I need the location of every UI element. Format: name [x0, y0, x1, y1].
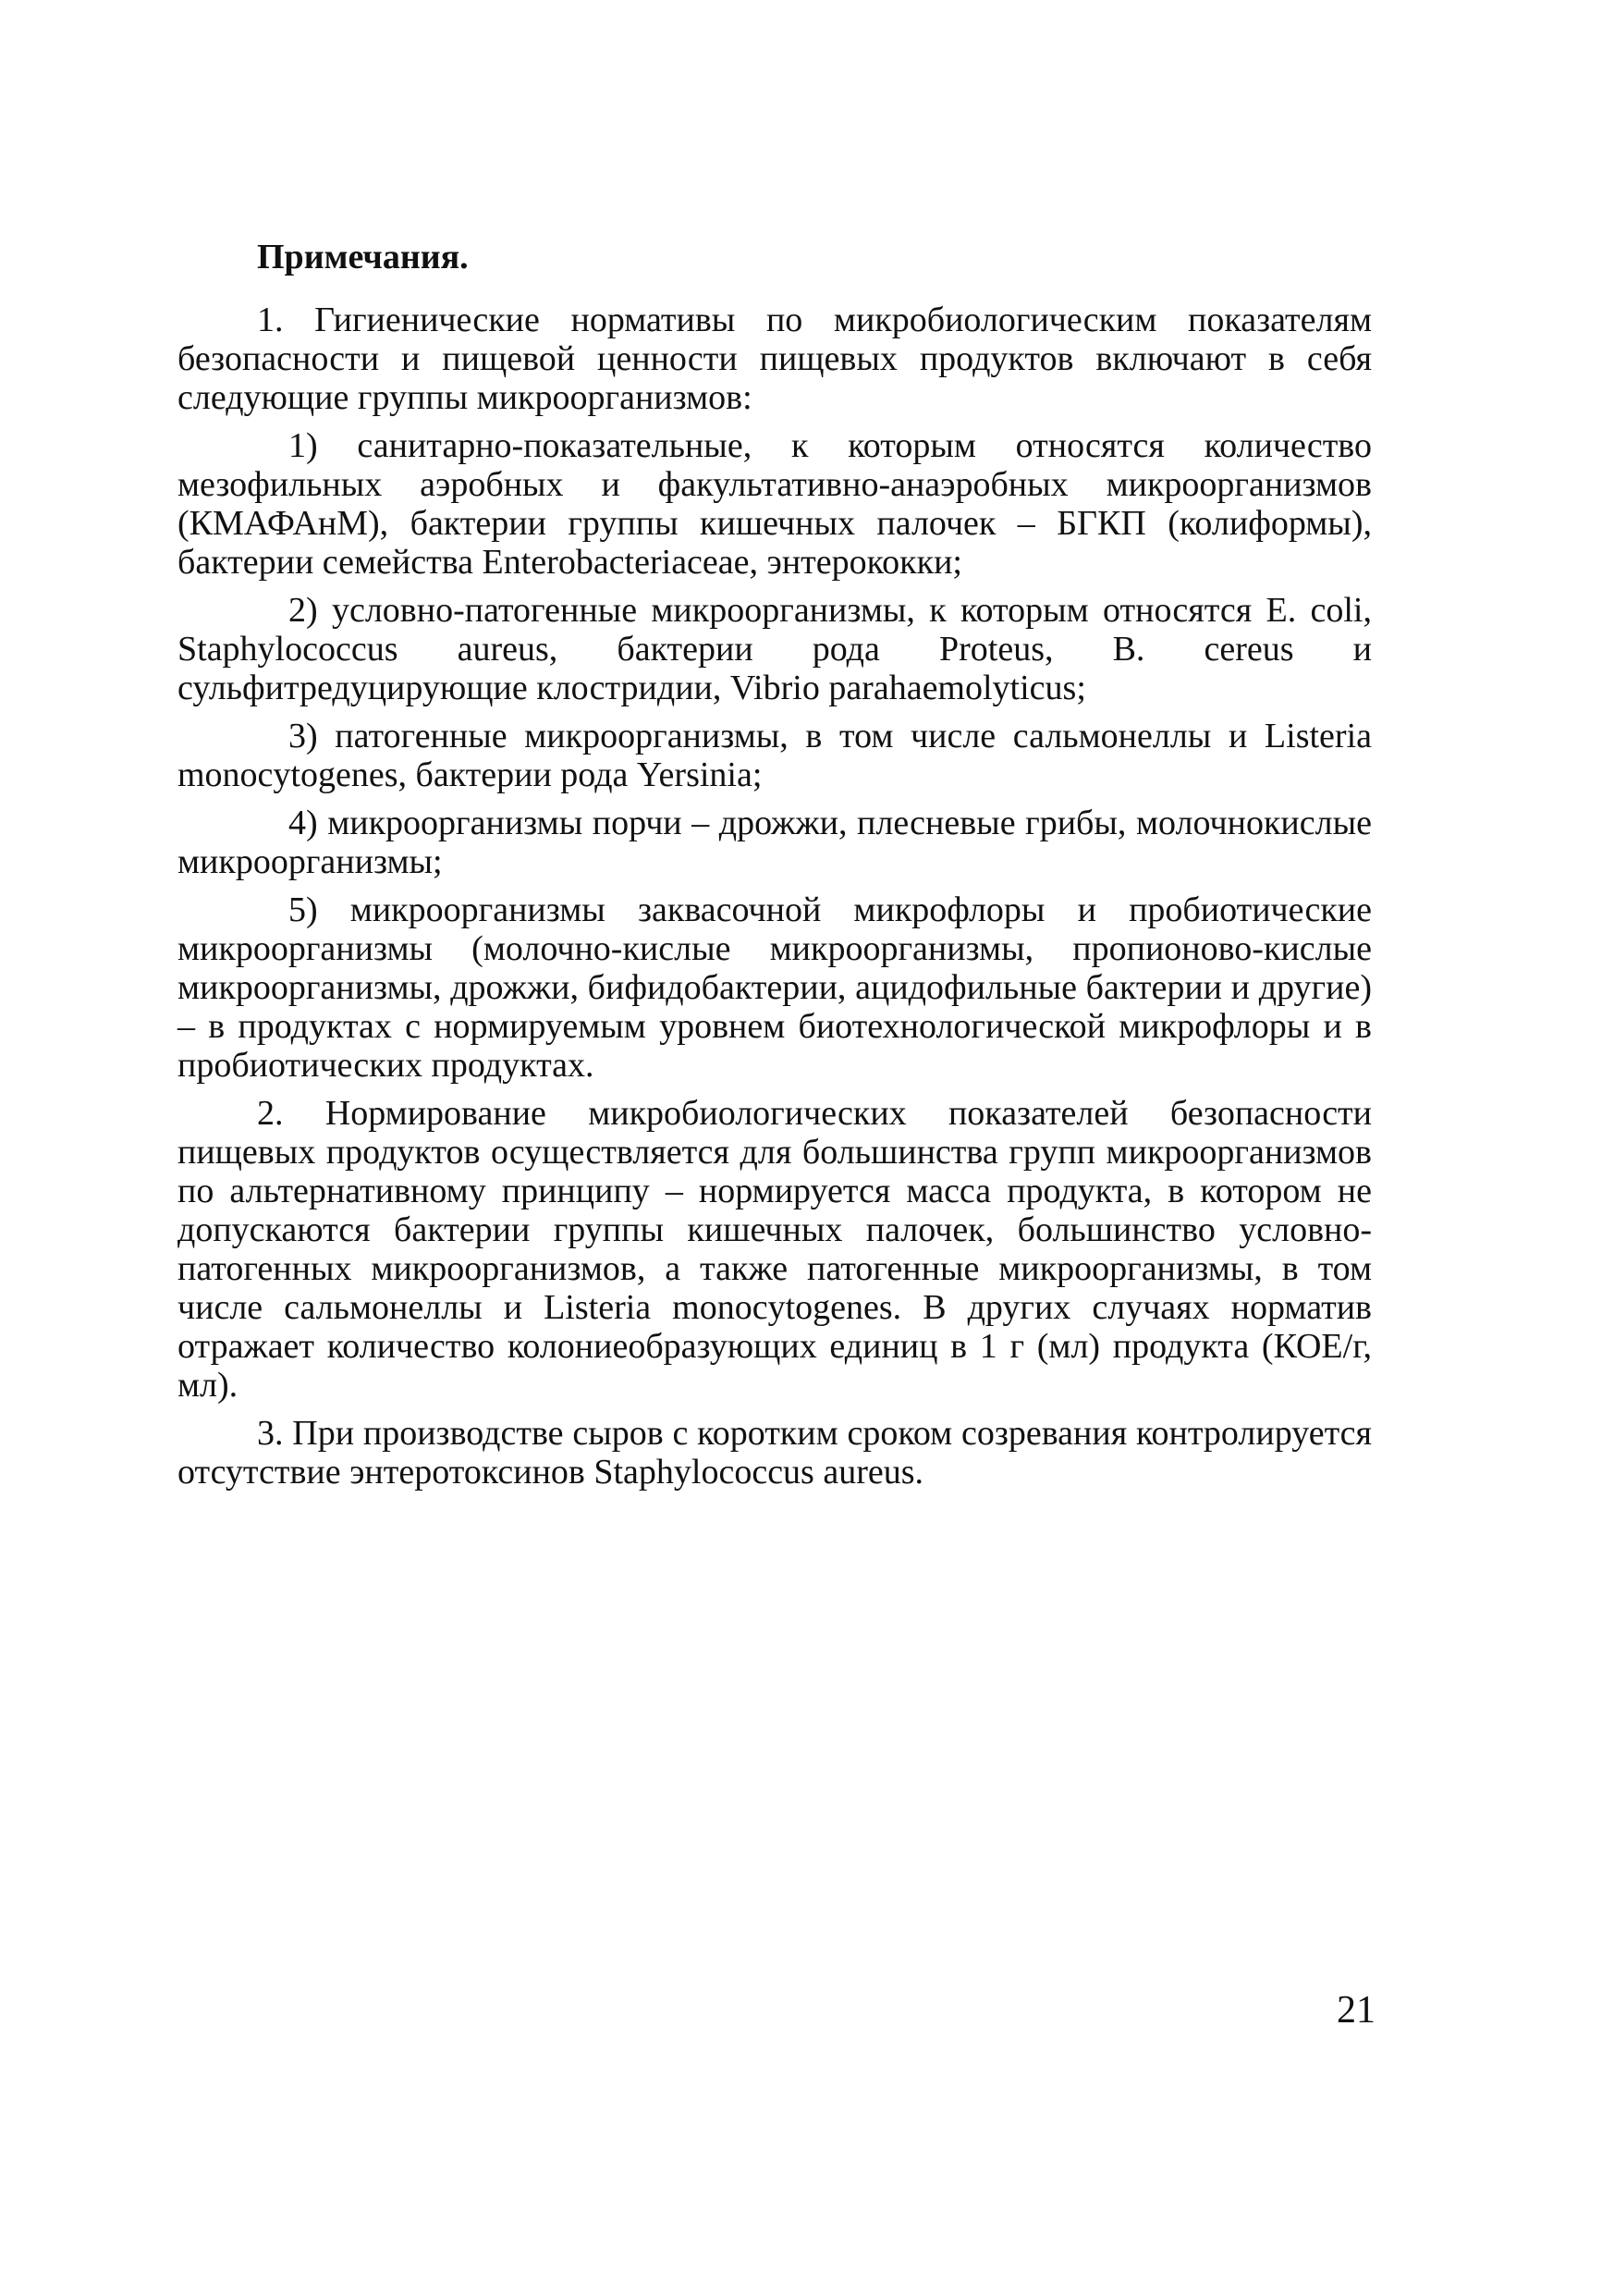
notes-heading: Примечания. [257, 238, 469, 276]
note-list-item-4: 4) микроорганизмы порчи – дрожжи, плесневые грибы, молочнокислые микроорганизмы; [177, 804, 1372, 881]
page-number: 21 [1337, 1989, 1376, 2032]
note-list-item-1: 1) санитарно-показательные, к которым относятся количество мезофильных аэробных и факультативно-анаэробных микроорганизмов (КМАФАнМ), бактерии группы кишечных палочек – БГКП (колиформы), бактерии семейства Enterobacteriaceae, энтерококки; [177, 426, 1372, 582]
note-paragraph-1: 1. Гигиенические нормативы по микробиологическим показателям безопасности и пищевой ценности пищевых продуктов включают в себя следующие группы микроорганизмов: [177, 301, 1372, 417]
note-list-item-2: 2) условно-патогенные микроорганизмы, к которым относятся E. coli, Staphylococcus aureus, бактерии рода Proteus, B. cereus и сульфитредуцирующие клостридии, Vibrio parahaemolyticus; [177, 591, 1372, 707]
note-list-item-5: 5) микроорганизмы заквасочной микрофлоры и пробиотические микроорганизмы (молочно-кислые микроорганизмы, пропионово-кислые микроорганизмы, дрожжи, бифидобактерии, ацидофильные бактерии и другие) – в продуктах с нормируемым уровнем биотехнологической микрофлоры и в пробиотических продуктах. [177, 890, 1372, 1085]
note-paragraph-3: 3. При производстве сыров с коротким сроком созревания контролируется отсутствие энтеротоксинов Staphylococcus aureus. [177, 1414, 1372, 1492]
note-paragraph-2: 2. Нормирование микробиологических показателей безопасности пищевых продуктов осуществляется для большинства групп микроорганизмов по альтернативному принципу – нормируется масса продукта, в котором не допускаются бактерии группы кишечных палочек, большинство условно-патогенных микроорганизмов, а также патогенные микроорганизмы, в том числе сальмонеллы и Listeria monocytogenes. В других случаях норматив отражает количество колониеобразующих единиц в 1 г (мл) продукта (КОЕ/г, мл). [177, 1094, 1372, 1405]
note-list-item-3: 3) патогенные микроорганизмы, в том числе сальмонеллы и Listeria monocytogenes, бактерии рода Yersinia; [177, 717, 1372, 794]
notes-section [177, 236, 1372, 1501]
